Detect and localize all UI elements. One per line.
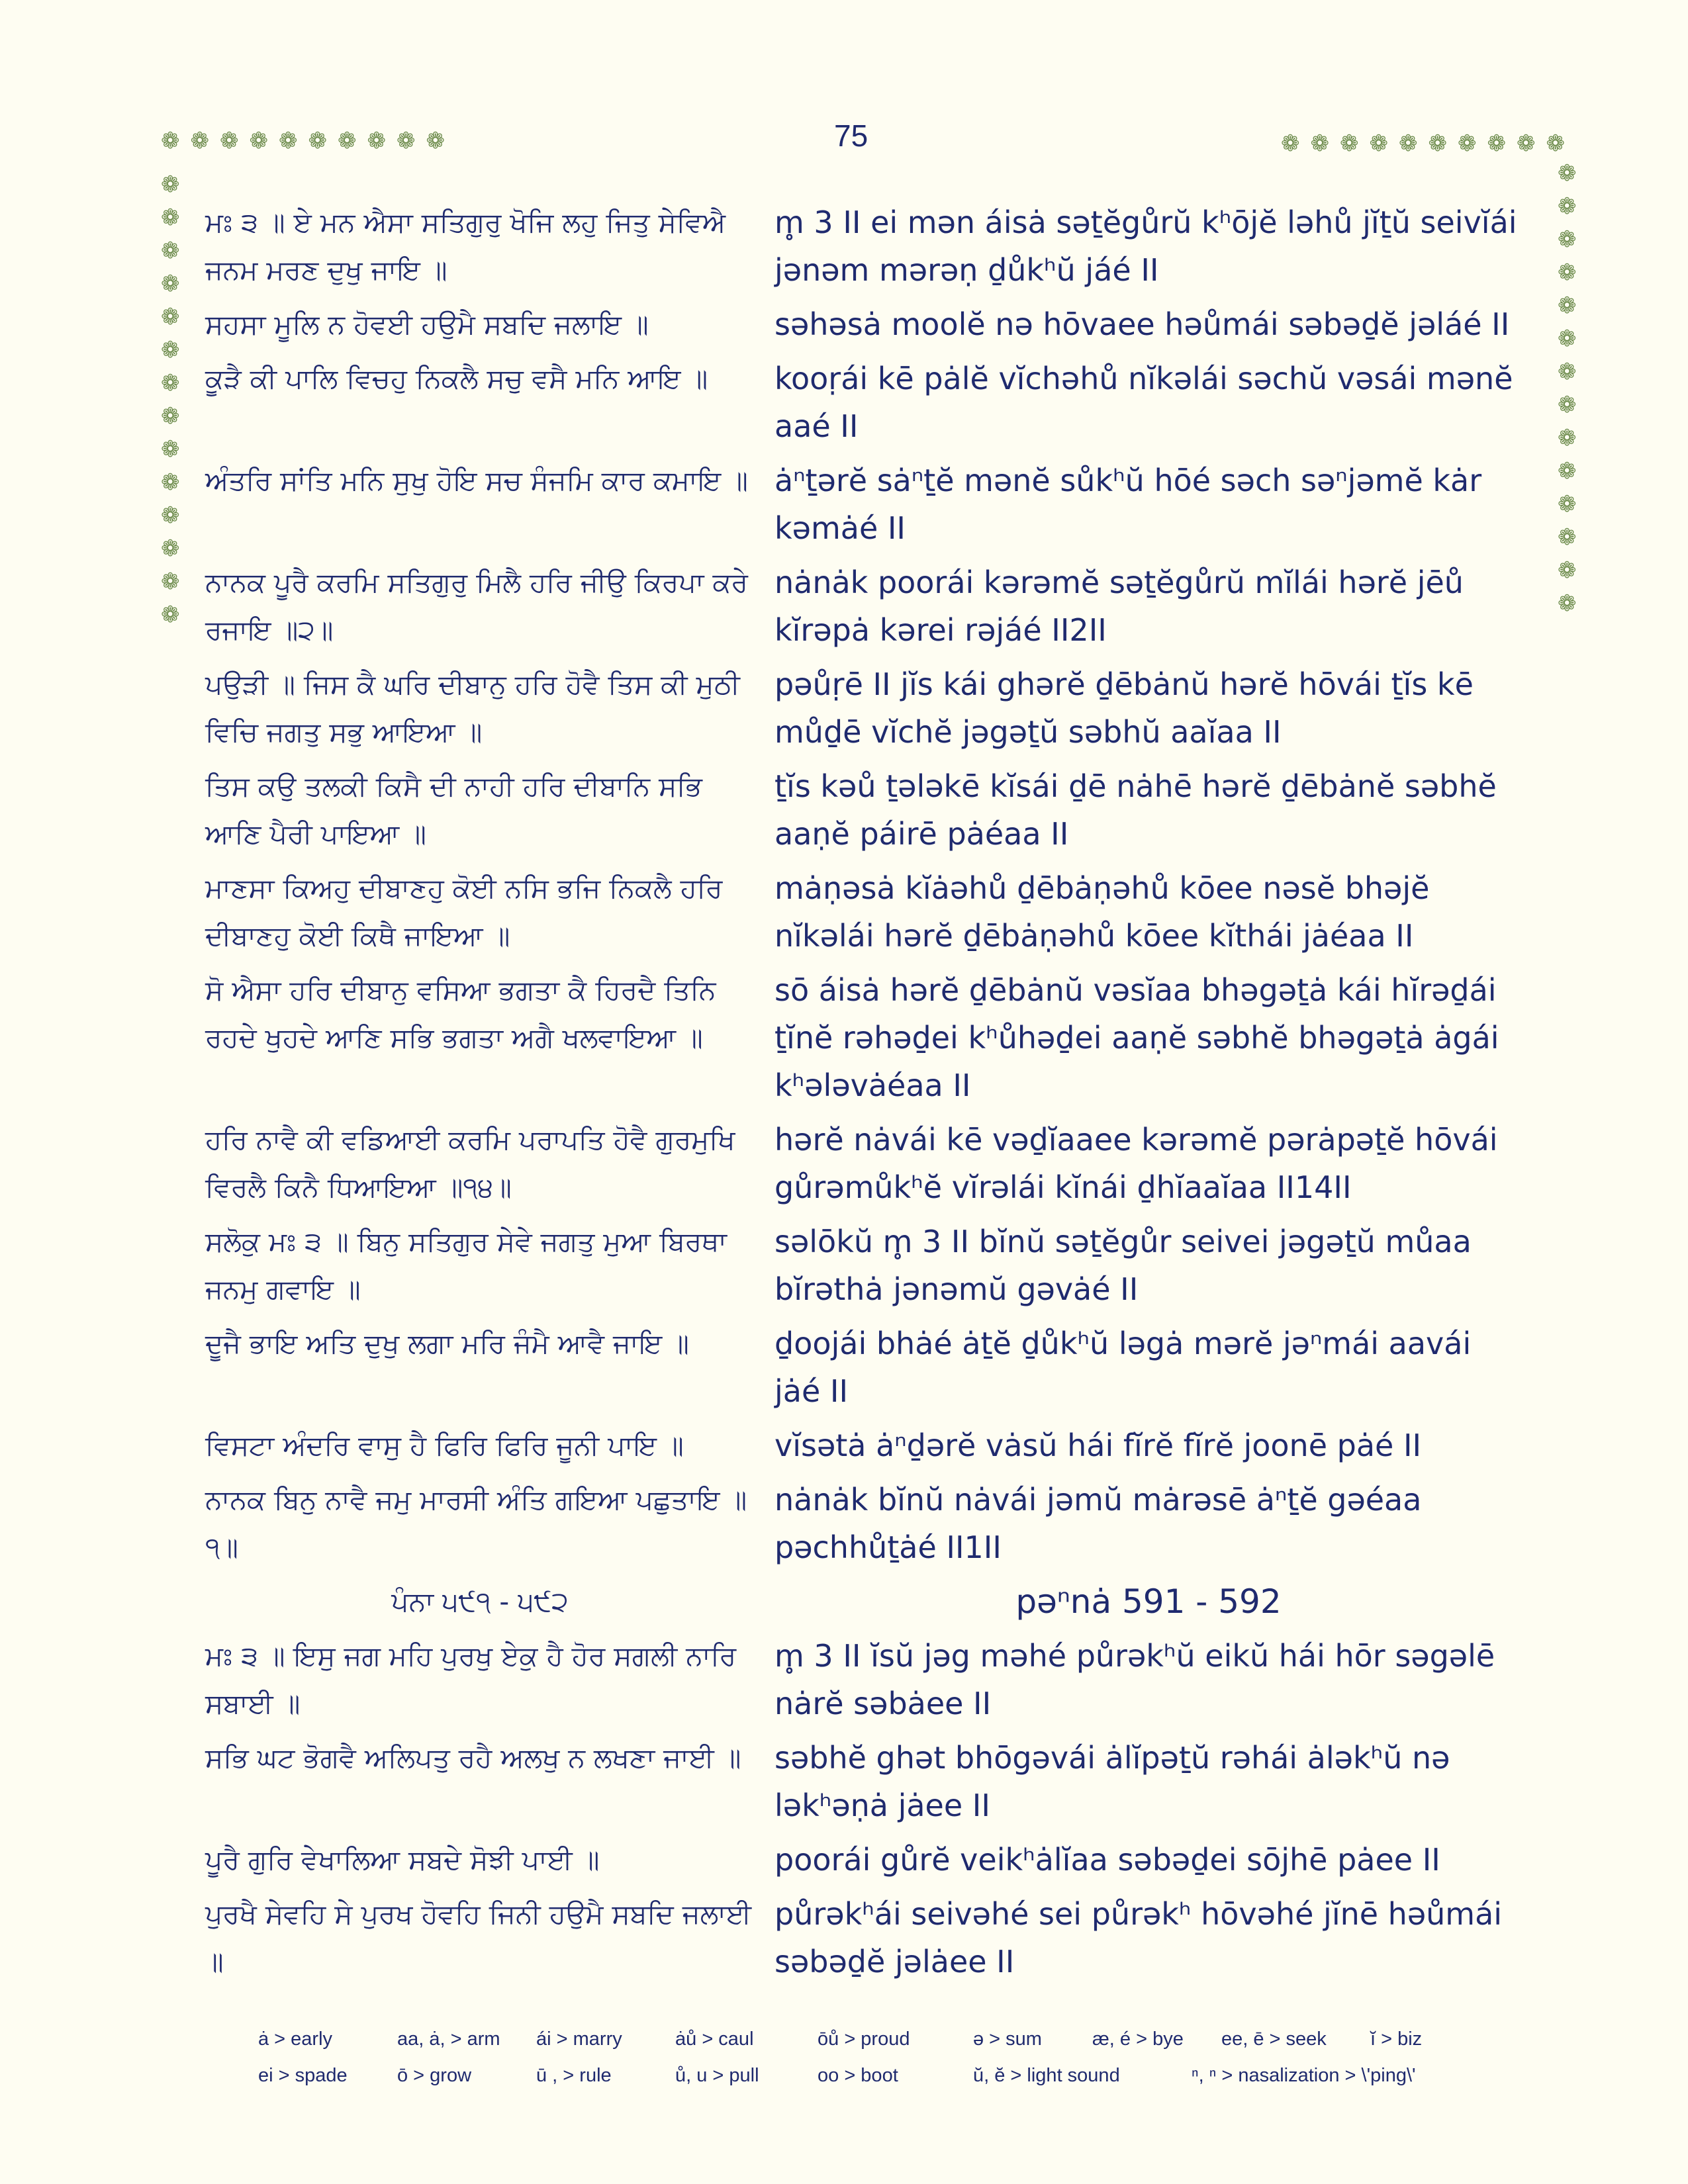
- flower-icon: ❁: [397, 128, 416, 154]
- gurmukhi-text: ਨਾਨਕ ਬਿਨੁ ਨਾਵੈ ਜਮੁ ਮਾਰਸੀ ਅੰਤਿ ਗਇਆ ਪਛੁਤਾਇ ॥੧॥: [205, 1484, 747, 1563]
- legend-row: [258, 2065, 1483, 2087]
- flower-icon: ❁: [161, 569, 180, 595]
- flower-icon: ❁: [1399, 130, 1418, 157]
- flower-icon: ❁: [161, 238, 180, 264]
- transliteration-text: poorái gůrĕ veikʰȧlĭaa səbəḏei sōjhē pȧee II: [774, 1842, 1440, 1878]
- flower-icon: ❁: [161, 403, 180, 430]
- gurmukhi-text: ਸੋ ਐਸਾ ਹਰਿ ਦੀਬਾਨੁ ਵਸਿਆ ਭਗਤਾ ਕੈ ਹਿਰਦੈ ਤਿਨਿ ਰਹਦੇ ਖੁਹਦੇ ਆਣਿ ਸਭਿ ਭਗਤਾ ਅਗੈ ਖਲਵਾਇਆ ॥: [205, 974, 716, 1054]
- flower-icon: ❁: [161, 436, 180, 463]
- flower-icon: ❁: [367, 128, 386, 154]
- verse-row: [205, 660, 1529, 756]
- legend-item: ⁿ, ⁿ > nasalization > \'ping\': [1192, 2065, 1416, 2086]
- verse-row: [205, 1734, 1529, 1829]
- verse-row: [205, 966, 1529, 1109]
- flower-icon: ❁: [1517, 130, 1536, 157]
- flower-icon: ❁: [1558, 226, 1577, 253]
- legend-item: oo > boot: [818, 2065, 898, 2086]
- transliteration-text: hərĕ nȧvái kē vəḏĭaaee kərəmĕ pərȧpəṯĕ hōvái gůrəmůkʰĕ vĭrəlái kĭnái ḏhĭaaĭaa II14II: [774, 1122, 1498, 1205]
- gurmukhi-text: ਸਲੋਕੁ ਮਃ ੩ ॥ ਬਿਨੁ ਸਤਿਗੁਰ ਸੇਵੇ ਜਗਤੁ ਮੁਆ ਬਿਰਥਾ ਜਨਮੁ ਗਵਾਇ ॥: [205, 1226, 727, 1305]
- verse-row: [205, 1632, 1529, 1727]
- pronunciation-legend: [258, 2028, 1483, 2101]
- flower-icon: ❁: [279, 128, 298, 154]
- gurmukhi-text: ਪਉੜੀ ॥ ਜਿਸ ਕੈ ਘਰਿ ਦੀਬਾਨੁ ਹਰਿ ਹੋਵੈ ਤਿਸ ਕੀ ਮੁਠੀ ਵਿਚਿ ਜਗਤੁ ਸਭੁ ਆਇਆ ॥: [205, 668, 740, 748]
- transliteration-text: půrəkʰái seivəhé sei půrəkʰ hōvəhé jĭnē həůmái səbəḏĕ jəlȧee II: [774, 1896, 1503, 1979]
- gurmukhi-text: ਵਿਸਟਾ ਅੰਦਰਿ ਵਾਸੁ ਹੈ ਫਿਰਿ ਫਿਰਿ ਜੂਨੀ ਪਾਇ ॥: [205, 1430, 684, 1461]
- left-flower-column: [161, 173, 180, 626]
- flower-icon: ❁: [1558, 524, 1577, 551]
- flower-icon: ❁: [1558, 293, 1577, 319]
- gurmukhi-text: ਮਃ ੩ ॥ ਇਸੁ ਜਗ ਮਹਿ ਪੁਰਖੁ ਏਕੁ ਹੈ ਹੋਰ ਸਗਲੀ ਨਾਰਿ ਸਬਾਈ ॥: [205, 1640, 737, 1719]
- flower-icon: ❁: [161, 602, 180, 628]
- gurmukhi-text: ਸਹਸਾ ਮੂਲਿ ਨ ਹੋਵਈ ਹਉਮੈ ਸਬਦਿ ਜਲਾਇ ॥: [205, 308, 649, 340]
- flower-icon: ❁: [1310, 130, 1329, 157]
- gurmukhi-text: ਦੂਜੈ ਭਾਇ ਅਤਿ ਦੁਖੁ ਲਗਾ ਮਰਿ ਜੰਮੈ ਆਵੈ ਜਾਇ ॥: [205, 1328, 689, 1359]
- gurmukhi-text: ਨਾਨਕ ਪੂਰੈ ਕਰਮਿ ਸਤਿਗੁਰੁ ਮਿਲੈ ਹਰਿ ਜੀਉ ਕਿਰਪਾ ਕਰੇ ਰਜਾਇ ॥੨॥: [205, 567, 748, 646]
- flower-icon: ❁: [1558, 392, 1577, 418]
- flower-icon: ❁: [161, 469, 180, 496]
- transliteration-text: vĭsətȧ ȧⁿḏərĕ vȧsŭ hái fĭrĕ fĭrĕ joonē pȧé II: [774, 1428, 1422, 1463]
- legend-item: ei > spade: [258, 2065, 348, 2086]
- verse-row: [205, 1836, 1529, 1884]
- legend-item: æ, é > bye: [1092, 2028, 1184, 2050]
- transliteration-text: ṯĭs kəů ṯələkē kĭsái ḏē nȧhē hərĕ ḏēbȧnĕ səbhĕ aaṇĕ páirē pȧéaa II: [774, 768, 1497, 852]
- top-right-flower-row: [1281, 132, 1565, 155]
- flower-icon: ❁: [1558, 590, 1577, 617]
- transliteration-text: nȧnȧk bĭnŭ nȧvái jəmŭ mȧrəsē ȧⁿṯĕ gəéaa pəchhůṯȧé II1II: [774, 1482, 1422, 1565]
- transliteration-text: pəůṛē II jĭs kái ghərĕ ḏēbȧnŭ hərĕ hōvái ṯĭs kē můḏē vĭchĕ jəgəṯŭ səbhŭ aaĭaa II: [774, 666, 1474, 750]
- flower-icon: ❁: [1428, 130, 1447, 157]
- flower-icon: ❁: [161, 205, 180, 231]
- legend-row: [258, 2028, 1483, 2050]
- flower-icon: ❁: [1558, 193, 1577, 220]
- legend-item: ə > sum: [973, 2028, 1042, 2050]
- flower-icon: ❁: [1558, 160, 1577, 187]
- transliteration-text: m̥ 3 II ei mən áisȧ səṯĕgůrŭ kʰōjĕ ləhů jĭṯŭ seivĭái jənəm mərəṇ ḏůkʰŭ jáé II: [774, 205, 1517, 288]
- transliteration-text: səlōkŭ m̥ 3 II bĭnŭ səṯĕgůr seivei jəgəṯŭ můaa bĭrəthȧ jənəmŭ gəvȧé II: [774, 1224, 1472, 1307]
- flower-icon: ❁: [1340, 130, 1359, 157]
- flower-icon: ❁: [161, 535, 180, 562]
- legend-item: ōů > proud: [818, 2028, 910, 2050]
- flower-icon: ❁: [190, 128, 209, 154]
- legend-item: ō > grow: [397, 2065, 472, 2086]
- flower-icon: ❁: [249, 128, 268, 154]
- right-flower-column: [1558, 162, 1577, 615]
- gurmukhi-text: ਪੂਰੈ ਗੁਰਿ ਵੇਖਾਲਿਆ ਸਬਦੇ ਸੋਝੀ ਪਾਈ ॥: [205, 1844, 600, 1876]
- legend-item: ȧů > caul: [675, 2028, 754, 2050]
- gurmukhi-text: ਮਾਣਸਾ ਕਿਅਹੁ ਦੀਬਾਣਹੁ ਕੋਈ ਨਸਿ ਭਜਿ ਨਿਕਲੈ ਹਰਿ ਦੀਬਾਣਹੁ ਕੋਈ ਕਿਥੈ ਜਾਇਆ ॥: [205, 872, 723, 952]
- transliteration-text: m̥ 3 II ĭsŭ jəg məhé půrəkʰŭ eikŭ hái hōr səgəlē nȧrĕ səbȧee II: [774, 1638, 1495, 1721]
- flower-icon: ❁: [161, 128, 180, 154]
- legend-item: ee, ē > seek: [1221, 2028, 1327, 2050]
- transliteration-text: ȧⁿṯərĕ sȧⁿṯĕ mənĕ sůkʰŭ hōé səch səⁿjəmĕ kȧr kəmȧé II: [774, 463, 1482, 546]
- verse-row: [205, 1890, 1529, 1985]
- flower-icon: ❁: [338, 128, 357, 154]
- legend-item: ů, u > pull: [675, 2065, 759, 2086]
- flower-icon: ❁: [1487, 130, 1506, 157]
- flower-icon: ❁: [161, 271, 180, 297]
- flower-icon: ❁: [1558, 425, 1577, 451]
- verse-row: [205, 199, 1529, 294]
- transliteration-text: mȧṇəsȧ kĭȧəhů ḏēbȧṇəhů kōee nəsĕ bhəjĕ nĭkəlái hərĕ ḏēbȧṇəhů kōee kĭthái jȧéaa II: [774, 870, 1430, 954]
- flower-icon: ❁: [426, 128, 445, 154]
- flower-icon: ❁: [1558, 557, 1577, 584]
- flower-icon: ❁: [1458, 130, 1477, 157]
- section-heading-translit: pəⁿnȧ 591 - 592: [1015, 1582, 1282, 1621]
- top-left-flower-row: [161, 130, 445, 152]
- verse-row: [205, 1476, 1529, 1571]
- flower-icon: ❁: [161, 171, 180, 198]
- legend-item: ái > marry: [536, 2028, 622, 2050]
- verse-row: [205, 762, 1529, 858]
- verse-row: [205, 864, 1529, 960]
- verse-row: [205, 300, 1529, 348]
- flower-icon: ❁: [161, 337, 180, 363]
- flower-icon: ❁: [220, 128, 239, 154]
- legend-item: ŭ, ĕ > light sound: [973, 2065, 1120, 2086]
- flower-icon: ❁: [161, 370, 180, 396]
- gurmukhi-text: ਅੰਤਰਿ ਸਾਂਤਿ ਮਨਿ ਸੁਖੁ ਹੋਇ ਸਚ ਸੰਜਮਿ ਕਾਰ ਕਮਾਇ ॥: [205, 465, 748, 496]
- legend-item: aa, ȧ, > arm: [397, 2028, 500, 2050]
- section-heading: [205, 1578, 1529, 1625]
- gurmukhi-text: ਕੂੜੈ ਕੀ ਪਾਲਿ ਵਿਚਹੁ ਨਿਕਲੈ ਸਚੁ ਵਸੈ ਮਨਿ ਆਇ ॥: [205, 363, 708, 394]
- transliteration-text: sō áisȧ hərĕ ḏēbȧnŭ vəsĭaa bhəgəṯȧ kái hĭrəḏái ṯĭnĕ rəhəḏei kʰůhəḏei aaṇĕ səbhĕ bhəgəṯȧ ȧgái kʰələvȧéaa II: [774, 972, 1499, 1103]
- verse-row: [205, 1320, 1529, 1415]
- flower-icon: ❁: [161, 502, 180, 529]
- gurmukhi-text: ਸਭਿ ਘਟ ਭੋਗਵੈ ਅਲਿਪਤੁ ਰਹੈ ਅਲਖੁ ਨ ਲਖਣਾ ਜਾਈ ॥: [205, 1742, 741, 1774]
- verse-content: [205, 199, 1529, 1992]
- gurmukhi-text: ਹਰਿ ਨਾਵੈ ਕੀ ਵਡਿਆਈ ਕਰਮਿ ਪਰਾਪਤਿ ਹੋਵੈ ਗੁਰਮੁਖਿ ਵਿਰਲੈ ਕਿਨੈ ਧਿਆਇਆ ॥੧੪॥: [205, 1124, 735, 1203]
- verse-row: [205, 1218, 1529, 1313]
- flower-icon: ❁: [1558, 458, 1577, 484]
- transliteration-text: səhəsȧ moolĕ nə hōvaee həůmái səbəḏĕ jəláé II: [774, 306, 1510, 342]
- verse-row: [205, 559, 1529, 654]
- transliteration-text: ḏoojái bhȧé ȧṯĕ ḏůkʰŭ ləgȧ mərĕ jəⁿmái aavái jȧé II: [774, 1326, 1472, 1409]
- flower-icon: ❁: [1558, 326, 1577, 352]
- verse-row: [205, 1422, 1529, 1469]
- flower-icon: ❁: [1369, 130, 1388, 157]
- legend-item: ĭ > biz: [1370, 2028, 1423, 2050]
- flower-icon: ❁: [1558, 259, 1577, 286]
- transliteration-text: kooṛái kē pȧlĕ vĭchəhů nĭkəlái səchŭ vəsái mənĕ aaé II: [774, 361, 1513, 444]
- flower-icon: ❁: [1281, 130, 1300, 157]
- flower-icon: ❁: [1546, 130, 1565, 157]
- flower-icon: ❁: [1558, 359, 1577, 385]
- flower-icon: ❁: [1558, 491, 1577, 518]
- gurmukhi-text: ਮਃ ੩ ॥ ਏ ਮਨ ਐਸਾ ਸਤਿਗੁਰੁ ਖੋਜਿ ਲਹੁ ਜਿਤੁ ਸੇਵਿਐ ਜਨਮ ਮਰਣ ਦੁਖੁ ਜਾਇ ॥: [205, 206, 726, 286]
- flower-icon: ❁: [161, 304, 180, 330]
- section-heading-gurmukhi: ਪੰਨਾ ੫੯੧ - ੫੯੨: [391, 1586, 569, 1617]
- page-number: 75: [834, 118, 868, 153]
- legend-item: ū , > rule: [536, 2065, 612, 2086]
- gurmukhi-text: ਤਿਸ ਕਉ ਤਲਕੀ ਕਿਸੈ ਦੀ ਨਾਹੀ ਹਰਿ ਦੀਬਾਨਿ ਸਭਿ ਆਣਿ ਪੈਰੀ ਪਾਇਆ ॥: [205, 770, 702, 850]
- verse-row: [205, 1116, 1529, 1211]
- legend-item: ȧ > early: [258, 2028, 333, 2050]
- verse-row: [205, 457, 1529, 552]
- transliteration-text: səbhĕ ghət bhōgəvái ȧlĭpəṯŭ rəhái ȧləkʰŭ nə ləkʰəṇȧ jȧee II: [774, 1740, 1450, 1823]
- verse-row: [205, 355, 1529, 450]
- flower-icon: ❁: [308, 128, 327, 154]
- gurmukhi-text: ਪੁਰਖੈ ਸੇਵਹਿ ਸੇ ਪੁਰਖ ਹੋਵਹਿ ਜਿਨੀ ਹਉਮੈ ਸਬਦਿ ਜਲਾਈ ॥: [205, 1898, 752, 1978]
- transliteration-text: nȧnȧk poorái kərəmĕ səṯĕgůrŭ mĭlái hərĕ jēů kĭrəpȧ kərei rəjáé II2II: [774, 565, 1464, 648]
